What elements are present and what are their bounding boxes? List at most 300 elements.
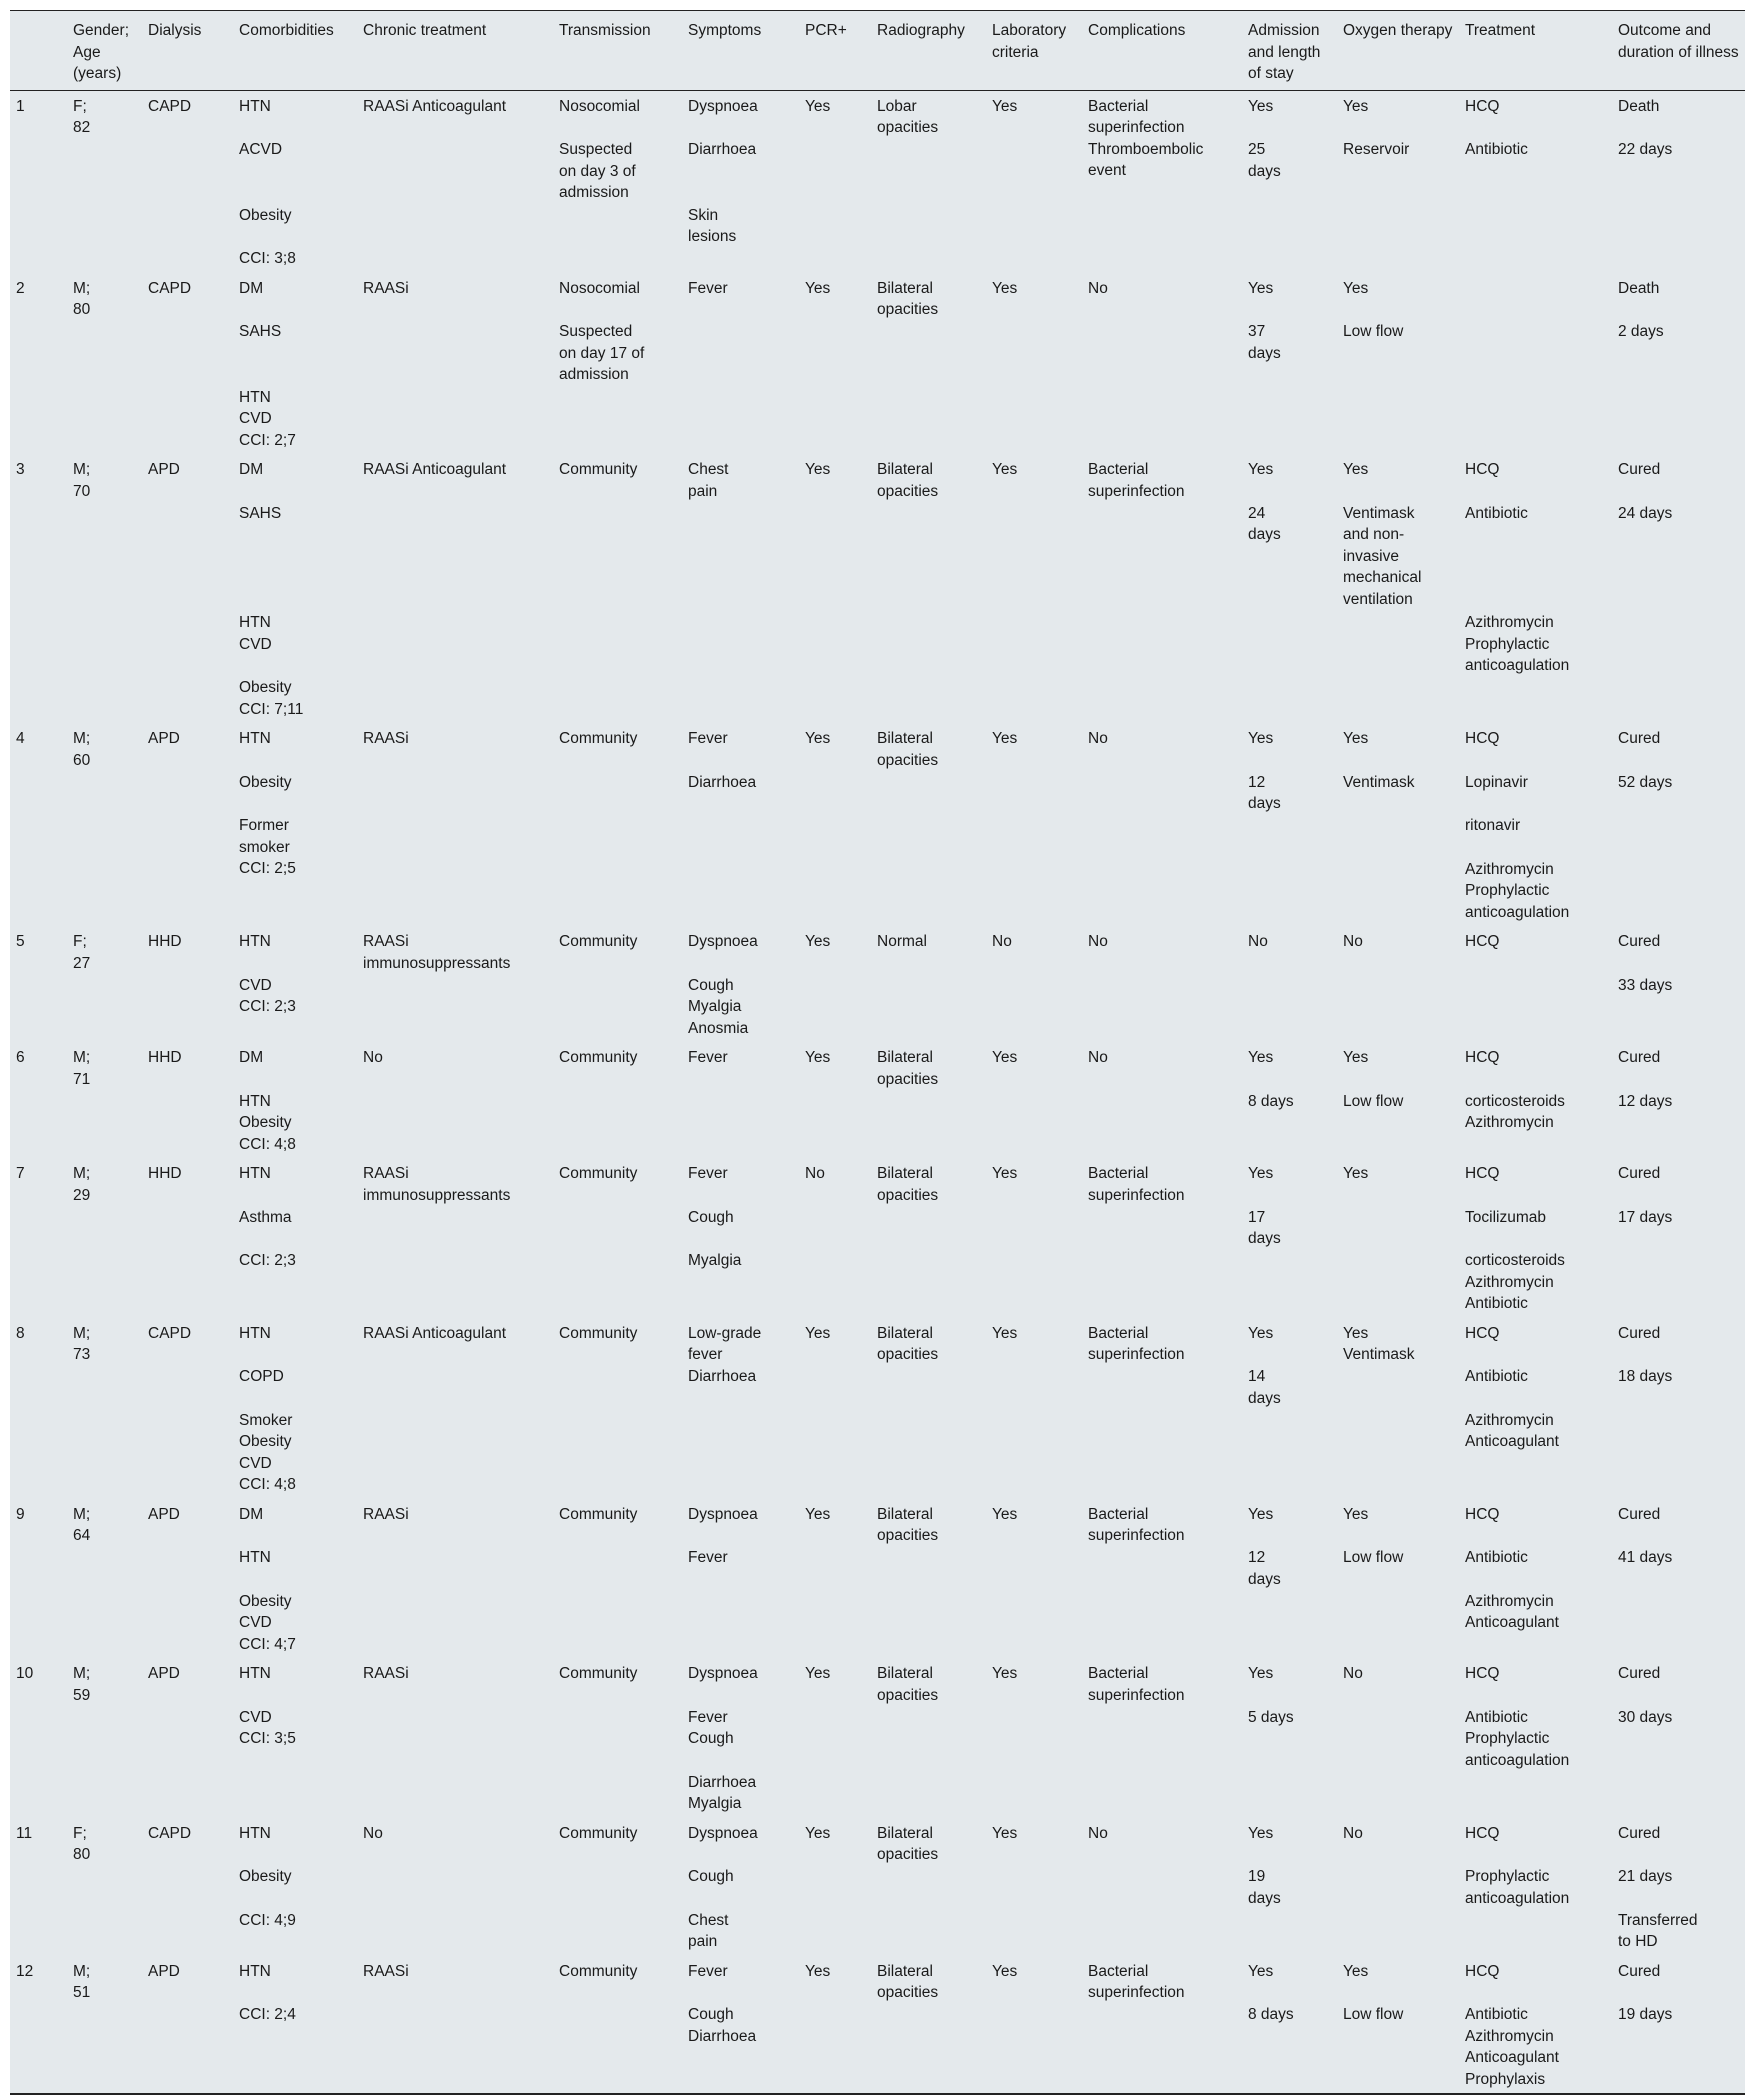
cell-treatment-line [1465, 1569, 1606, 1591]
cell-comorbidities-line [239, 1525, 351, 1547]
cell-chronic-treatment-line: RAASi Anticoagulant [363, 1324, 507, 1342]
cell-comorbidities-line: Obesity [239, 206, 292, 224]
cell-symptoms-line: Dyspnoea [688, 1824, 758, 1842]
cell-admission-stay-line: 24 [1248, 504, 1266, 522]
cell-outcome-duration-line: Cured [1618, 1824, 1661, 1842]
cell-transmission-line: admission [559, 366, 629, 383]
cell-chronic-treatment-line: RAASi Anticoagulant [363, 461, 507, 478]
cell-comorbidities-line [239, 1685, 351, 1707]
cell-comorbidities-line: Former [239, 817, 289, 834]
cell-treatment [1459, 723, 1612, 926]
cell-outcome-duration-line: Transferred [1618, 1911, 1698, 1929]
cell-symptoms-line: Low-grade [688, 1324, 762, 1342]
cell-comorbidities-line [239, 1982, 351, 2004]
cell-treatment-line: HCQ [1465, 1049, 1500, 1066]
cell-treatment [1459, 90, 1612, 273]
cell-treatment-line [1465, 546, 1606, 568]
cell-symptoms-line [688, 1525, 793, 1547]
cell-comorbidities-line [239, 299, 351, 321]
cell-complications-line: superinfection [1088, 1186, 1185, 1204]
cell-gender-age-line: M; [73, 1049, 91, 1066]
cell-symptoms-line: Diarrhoea [688, 1367, 757, 1385]
cell-chronic-treatment [357, 1042, 553, 1158]
cell-pcr [799, 723, 871, 926]
cell-transmission-line: Community [559, 1165, 638, 1182]
cell-symptoms [682, 1499, 799, 1659]
cell-admission-stay [1242, 273, 1337, 455]
cell-treatment-line [1465, 1685, 1606, 1707]
cell-symptoms-line: Diarrhoea [688, 2027, 757, 2045]
cell-admission-stay-line: 8 days [1248, 2006, 1294, 2023]
cell-transmission [553, 90, 682, 273]
cell-comorbidities [233, 1158, 357, 1318]
cell-oxygen-therapy-line: Low flow [1343, 323, 1404, 340]
cell-treatment-line: HCQ [1465, 1324, 1500, 1342]
cell-symptoms-line: Cough [688, 1868, 734, 1885]
cell-index [10, 90, 67, 273]
cell-dialysis [142, 454, 233, 723]
cell-oxygen-therapy [1337, 723, 1459, 926]
cell-admission-stay [1242, 1318, 1337, 1499]
cell-symptoms-line: Fever [688, 1049, 728, 1066]
cell-dialysis-value: HHD [148, 933, 182, 950]
header-cell-radiography: Radiography [877, 22, 965, 39]
cell-treatment-line: Anticoagulant [1465, 2049, 1559, 2066]
cell-dialysis-value: APD [148, 1962, 180, 1980]
cell-oxygen-therapy-line: No [1343, 1824, 1363, 1842]
cell-admission-stay-line [1248, 1344, 1331, 1366]
cell-admission-stay-line: 19 [1248, 1868, 1266, 1885]
cell-index-value: 11 [16, 1824, 33, 1842]
cell-radiography-line: opacities [877, 751, 939, 769]
cell-laboratory-criteria [986, 926, 1082, 1042]
cell-radiography-line: Bilateral [877, 461, 933, 478]
cell-index-value: 7 [16, 1165, 25, 1182]
cell-symptoms [682, 1818, 799, 1956]
cell-admission-stay-line: Yes [1248, 279, 1274, 297]
cell-treatment-line: anticoagulation [1465, 903, 1570, 921]
cell-comorbidities-line [239, 1388, 351, 1410]
cell-outcome-duration [1612, 273, 1745, 455]
cell-admission-stay-line: days [1248, 1570, 1281, 1588]
cell-dialysis [142, 1956, 233, 2095]
cell-admission-stay-line: 12 [1248, 773, 1266, 791]
cell-gender-age [67, 1042, 142, 1158]
header-cell-dialysis: Dialysis [148, 22, 202, 39]
cell-gender-age-line: 64 [73, 1527, 91, 1544]
cell-symptoms-line [688, 1185, 793, 1207]
cell-treatment-line: corticosteroids [1465, 1252, 1565, 1269]
cell-comorbidities-line [239, 590, 351, 612]
cell-comorbidities-line: CCI: 4;9 [239, 1911, 296, 1929]
header-cell-treatment: Treatment [1465, 22, 1536, 39]
cell-treatment-line: HCQ [1465, 97, 1500, 115]
cell-gender-age [67, 1499, 142, 1659]
cell-treatment [1459, 273, 1612, 455]
cell-complications-line: No [1088, 279, 1108, 297]
cell-outcome-duration-line: 2 days [1618, 323, 1664, 340]
cell-index-value: 12 [16, 1962, 34, 1980]
cell-complications-line: superinfection [1088, 1686, 1185, 1704]
cell-gender-age-line: F; [73, 1824, 87, 1842]
cell-radiography-line: Bilateral [877, 1324, 933, 1342]
cell-treatment-line [1465, 750, 1606, 772]
cell-symptoms-line: Dyspnoea [688, 933, 758, 950]
cell-transmission-line: Community [559, 1824, 638, 1842]
cell-complications-line: No [1088, 1824, 1108, 1842]
cell-symptoms-line [688, 1685, 793, 1707]
cell-laboratory-criteria [986, 1818, 1082, 1956]
cell-index [10, 926, 67, 1042]
table-row [10, 1658, 1745, 1818]
cell-treatment-line: anticoagulation [1465, 657, 1570, 674]
header-cell-laboratory-criteria: Laboratory criteria [992, 22, 1067, 61]
cell-gender-age-line: 59 [73, 1686, 91, 1704]
cell-symptoms-line: Fever [688, 279, 728, 297]
cell-outcome-duration [1612, 1158, 1745, 1318]
cell-treatment-line: Azithromycin [1465, 1592, 1554, 1610]
cell-gender-age-line: 70 [73, 482, 91, 500]
cell-comorbidities [233, 1042, 357, 1158]
cell-treatment-line [1465, 1185, 1606, 1207]
cell-treatment-line: Azithromycin [1465, 1411, 1554, 1429]
cell-comorbidities-line: CCI: 4;7 [239, 1635, 296, 1653]
cell-comorbidities-line [239, 568, 351, 590]
cell-radiography [871, 90, 986, 273]
cell-treatment-line [1465, 278, 1606, 300]
cell-comorbidities-line: Obesity [239, 773, 292, 791]
cell-laboratory-criteria-value: Yes [992, 1505, 1018, 1523]
cell-treatment-line: Anticoagulant [1465, 1433, 1559, 1450]
cell-comorbidities-line: CVD [239, 410, 272, 427]
cell-oxygen-therapy-line: Reservoir [1343, 141, 1410, 158]
cell-outcome-duration [1612, 1499, 1745, 1659]
header-cell-outcome-duration: Outcome and duration of illness [1618, 22, 1739, 61]
cell-comorbidities [233, 90, 357, 273]
cell-oxygen-therapy [1337, 1042, 1459, 1158]
cell-comorbidities-line [239, 793, 351, 815]
cell-transmission [553, 1042, 682, 1158]
cell-oxygen-therapy [1337, 1318, 1459, 1499]
cell-gender-age-line: 29 [73, 1186, 91, 1204]
cell-pcr [799, 1499, 871, 1659]
cell-treatment-line [1465, 1844, 1606, 1866]
cell-radiography [871, 1658, 986, 1818]
cell-treatment-line: Prophylactic [1465, 1730, 1550, 1747]
cell-radiography-line: opacities [877, 119, 939, 136]
cell-outcome-duration-line [1618, 1888, 1739, 1910]
cell-admission-stay-line: days [1248, 1389, 1281, 1407]
cell-index-value: 10 [16, 1665, 34, 1682]
cell-symptoms-line [688, 1750, 793, 1772]
cell-treatment-line [1465, 793, 1606, 815]
cell-chronic-treatment [357, 1318, 553, 1499]
header-cell-chronic-treatment: Chronic treatment [363, 22, 487, 39]
cell-treatment-line: Prophylaxis [1465, 2070, 1546, 2088]
cell-oxygen-therapy-line: Low flow [1343, 1092, 1404, 1110]
cell-complications-line: Bacterial [1088, 1665, 1149, 1682]
cell-admission-stay-line: 12 [1248, 1549, 1266, 1566]
cell-comorbidities-line [239, 161, 351, 183]
cell-comorbidities-line: CCI: 3;8 [239, 250, 296, 267]
cell-laboratory-criteria [986, 454, 1082, 723]
cell-admission-stay [1242, 1499, 1337, 1659]
cell-symptoms-line: Dyspnoea [688, 1665, 758, 1682]
cell-comorbidities-line: HTN [239, 1824, 271, 1842]
cell-chronic-treatment [357, 1956, 553, 2095]
cell-index-value: 2 [16, 279, 25, 297]
cell-symptoms-line: Fever [688, 1549, 728, 1566]
cell-gender-age [67, 926, 142, 1042]
cell-dialysis-value: CAPD [148, 1324, 192, 1342]
cell-symptoms-line [688, 1844, 793, 1866]
cell-treatment-line: HCQ [1465, 1165, 1500, 1182]
cell-admission-stay-line [1248, 481, 1331, 503]
cell-index [10, 1158, 67, 1318]
table-row [10, 454, 1745, 723]
cell-laboratory-criteria-value: Yes [992, 461, 1018, 478]
cell-comorbidities-line [239, 226, 351, 248]
cell-laboratory-criteria [986, 273, 1082, 455]
cell-index-value: 4 [16, 730, 25, 747]
cell-pcr-value: Yes [805, 1505, 831, 1523]
cell-dialysis-value: HHD [148, 1165, 182, 1182]
cell-radiography-line: opacities [877, 1846, 939, 1863]
cell-treatment-line [1465, 524, 1606, 546]
cell-chronic-treatment-line: RAASi [363, 1962, 409, 1980]
cell-comorbidities-line [239, 953, 351, 975]
cell-treatment-line: HCQ [1465, 1824, 1500, 1842]
cell-treatment-line [1465, 837, 1606, 859]
header-row [10, 11, 1745, 91]
cell-outcome-duration-line [1618, 481, 1739, 503]
cell-outcome-duration-line: 52 days [1618, 773, 1673, 791]
cell-comorbidities-line [239, 1344, 351, 1366]
cell-complications [1082, 926, 1242, 1042]
cell-laboratory-criteria-value: Yes [992, 1324, 1018, 1342]
cell-comorbidities-line: COPD [239, 1368, 284, 1385]
cell-treatment-line: HCQ [1465, 933, 1500, 950]
cell-treatment-line: anticoagulation [1465, 1751, 1570, 1769]
cell-oxygen-therapy-line [1343, 299, 1453, 321]
cell-symptoms-line [688, 1982, 793, 2004]
cell-transmission-line: Community [559, 1049, 638, 1066]
cell-treatment-line: Antibiotic [1465, 2006, 1528, 2023]
cell-oxygen-therapy-line [1343, 1069, 1453, 1091]
cell-gender-age-line: M; [73, 1324, 91, 1342]
cell-comorbidities-line: CCI: 4;8 [239, 1135, 296, 1153]
cell-outcome-duration [1612, 723, 1745, 926]
cell-symptoms-line: Myalgia [688, 1795, 742, 1812]
cell-comorbidities-line: smoker [239, 838, 290, 856]
cell-outcome-duration-line: Cured [1618, 1505, 1661, 1523]
cell-complications-line: No [1088, 1049, 1108, 1066]
cell-symptoms-line: Myalgia [688, 1252, 742, 1269]
cell-comorbidities-line: CVD [239, 1614, 272, 1631]
cell-outcome-duration-line [1618, 750, 1739, 772]
cell-comorbidities-line: CCI: 2;3 [239, 1252, 296, 1269]
cell-treatment-line: Antibiotic [1465, 1549, 1528, 1566]
cell-dialysis [142, 1658, 233, 1818]
cell-gender-age-line: M; [73, 1962, 91, 1980]
cell-complications-line: superinfection [1088, 1346, 1185, 1363]
cell-dialysis [142, 1158, 233, 1318]
cell-symptoms-line: Diarrhoea [688, 773, 757, 791]
cell-comorbidities-line [239, 481, 351, 503]
cell-treatment-line: HCQ [1465, 1962, 1500, 1980]
cell-admission-stay [1242, 1042, 1337, 1158]
cell-comorbidities-line: Obesity [239, 1433, 292, 1450]
cell-oxygen-therapy-line [1343, 481, 1453, 503]
cell-transmission-line: Community [559, 1324, 638, 1342]
cell-outcome-duration [1612, 454, 1745, 723]
cell-comorbidities-line: CCI: 2;7 [239, 431, 296, 449]
cell-treatment-line: Lopinavir [1465, 773, 1528, 791]
cell-comorbidities-line [239, 524, 351, 546]
cell-laboratory-criteria-value: Yes [992, 730, 1018, 747]
cell-symptoms-line: Fever [688, 1165, 728, 1182]
table-header [10, 11, 1745, 91]
cell-transmission-line: Nosocomial [559, 279, 640, 297]
cell-gender-age-line: 73 [73, 1346, 91, 1363]
cell-comorbidities-line: DM [239, 1505, 264, 1523]
header-cell-pcr: PCR+ [805, 22, 847, 39]
cell-admission-stay-line: Yes [1248, 1165, 1274, 1182]
cell-gender-age-line: 82 [73, 119, 91, 136]
cell-radiography [871, 926, 986, 1042]
cell-pcr [799, 90, 871, 273]
cell-gender-age [67, 273, 142, 455]
cell-comorbidities-line: Obesity [239, 1868, 292, 1885]
cell-comorbidities-line: DM [239, 1049, 264, 1066]
cell-gender-age-line: 27 [73, 954, 91, 972]
cell-oxygen-therapy [1337, 90, 1459, 273]
cell-comorbidities-line: HTN [239, 1165, 271, 1182]
cell-gender-age-line: F; [73, 933, 87, 950]
cell-laboratory-criteria [986, 90, 1082, 273]
cell-admission-stay-line: days [1248, 1230, 1281, 1247]
cell-dialysis [142, 1818, 233, 1956]
cell-oxygen-therapy [1337, 926, 1459, 1042]
cell-treatment-line: anticoagulation [1465, 1889, 1570, 1907]
cell-outcome-duration-line: Cured [1618, 1324, 1661, 1342]
cell-gender-age-line: 60 [73, 751, 91, 769]
cell-radiography-line: opacities [877, 1686, 939, 1704]
cell-treatment-line [1465, 1388, 1606, 1410]
cell-gender-age-line: 80 [73, 1846, 91, 1863]
cell-dialysis [142, 1318, 233, 1499]
cell-outcome-duration [1612, 90, 1745, 273]
header-cell-admission-stay: Admission and length of stay [1248, 22, 1321, 82]
cell-outcome-duration-line: to HD [1618, 1933, 1658, 1950]
cell-comorbidities-line: CCI: 2;4 [239, 2006, 296, 2023]
cell-comorbidities-line: SAHS [239, 504, 282, 522]
cell-complications [1082, 273, 1242, 455]
cell-complications-line: No [1088, 933, 1108, 950]
cell-radiography [871, 723, 986, 926]
cell-dialysis [142, 926, 233, 1042]
cell-pcr [799, 926, 871, 1042]
cell-symptoms [682, 454, 799, 723]
cell-oxygen-therapy-line: Low flow [1343, 1549, 1404, 1566]
cell-gender-age-line: M; [73, 461, 91, 478]
cell-laboratory-criteria [986, 1042, 1082, 1158]
cell-symptoms [682, 1956, 799, 2095]
cell-dialysis-value: APD [148, 461, 180, 478]
cell-admission-stay [1242, 723, 1337, 926]
cell-symptoms [682, 1158, 799, 1318]
cell-transmission [553, 1818, 682, 1956]
cell-admission-stay-line [1248, 750, 1331, 772]
cell-comorbidities-line: HTN [239, 388, 271, 406]
cell-transmission-line: Community [559, 1665, 638, 1682]
cell-oxygen-therapy-line: Yes [1343, 1165, 1369, 1182]
cell-oxygen-therapy-line: mechanical [1343, 569, 1422, 586]
table-row [10, 723, 1745, 926]
cell-symptoms [682, 1042, 799, 1158]
header-cell-gender-age: Gender; Age (years) [73, 22, 130, 82]
cell-complications [1082, 1499, 1242, 1659]
cell-pcr [799, 1956, 871, 2095]
cell-admission-stay-line: 25 [1248, 141, 1266, 158]
cell-laboratory-criteria-value: Yes [992, 1665, 1018, 1682]
cell-comorbidities [233, 1499, 357, 1659]
cell-radiography-line: Bilateral [877, 1505, 933, 1523]
cell-pcr-value: Yes [805, 1824, 831, 1842]
cell-admission-stay-line: 17 [1248, 1208, 1266, 1226]
cell-symptoms-line: Cough [688, 1208, 734, 1226]
cell-transmission [553, 1499, 682, 1659]
cell-laboratory-criteria [986, 723, 1082, 926]
cell-comorbidities-line: HTN [239, 730, 271, 747]
cell-symptoms-line: Dyspnoea [688, 1505, 758, 1523]
cell-complications [1082, 454, 1242, 723]
cell-outcome-duration-line: 19 days [1618, 2006, 1673, 2023]
cell-comorbidities [233, 1818, 357, 1956]
cell-outcome-duration-line: 24 days [1618, 504, 1673, 522]
cell-symptoms-line: pain [688, 482, 718, 500]
table-row [10, 1158, 1745, 1318]
cell-comorbidities-line [239, 1185, 351, 1207]
table-row [10, 90, 1745, 273]
cell-symptoms-line: Dyspnoea [688, 97, 758, 115]
cell-pcr-value: Yes [805, 461, 831, 478]
cell-symptoms-line: Skin [688, 206, 719, 224]
cell-laboratory-criteria-value: Yes [992, 1824, 1018, 1842]
cell-treatment-line [1465, 117, 1606, 139]
cell-comorbidities-line: SAHS [239, 323, 282, 340]
cell-radiography-line: opacities [877, 1346, 939, 1363]
cell-complications [1082, 1318, 1242, 1499]
cell-comorbidities [233, 723, 357, 926]
cell-symptoms [682, 90, 799, 273]
cell-treatment [1459, 1318, 1612, 1499]
cell-symptoms-line: Anosmia [688, 1019, 749, 1037]
cell-symptoms-line [688, 117, 793, 139]
cell-chronic-treatment-line: RAASi [363, 1505, 409, 1523]
cell-comorbidities-line: HTN [239, 933, 271, 950]
cell-treatment [1459, 1042, 1612, 1158]
cell-pcr-value: Yes [805, 97, 831, 115]
cell-treatment-line: Anticoagulant [1465, 1614, 1559, 1631]
cell-treatment-line: Antibiotic [1465, 1708, 1528, 1726]
cell-treatment-line: Prophylactic [1465, 1868, 1550, 1885]
cell-outcome-duration-line [1618, 117, 1739, 139]
cell-admission-stay-line: 8 days [1248, 1092, 1294, 1110]
cell-gender-age-line: M; [73, 1665, 91, 1682]
cell-admission-stay-line: Yes [1248, 461, 1274, 478]
cell-symptoms-line: lesions [688, 228, 737, 245]
